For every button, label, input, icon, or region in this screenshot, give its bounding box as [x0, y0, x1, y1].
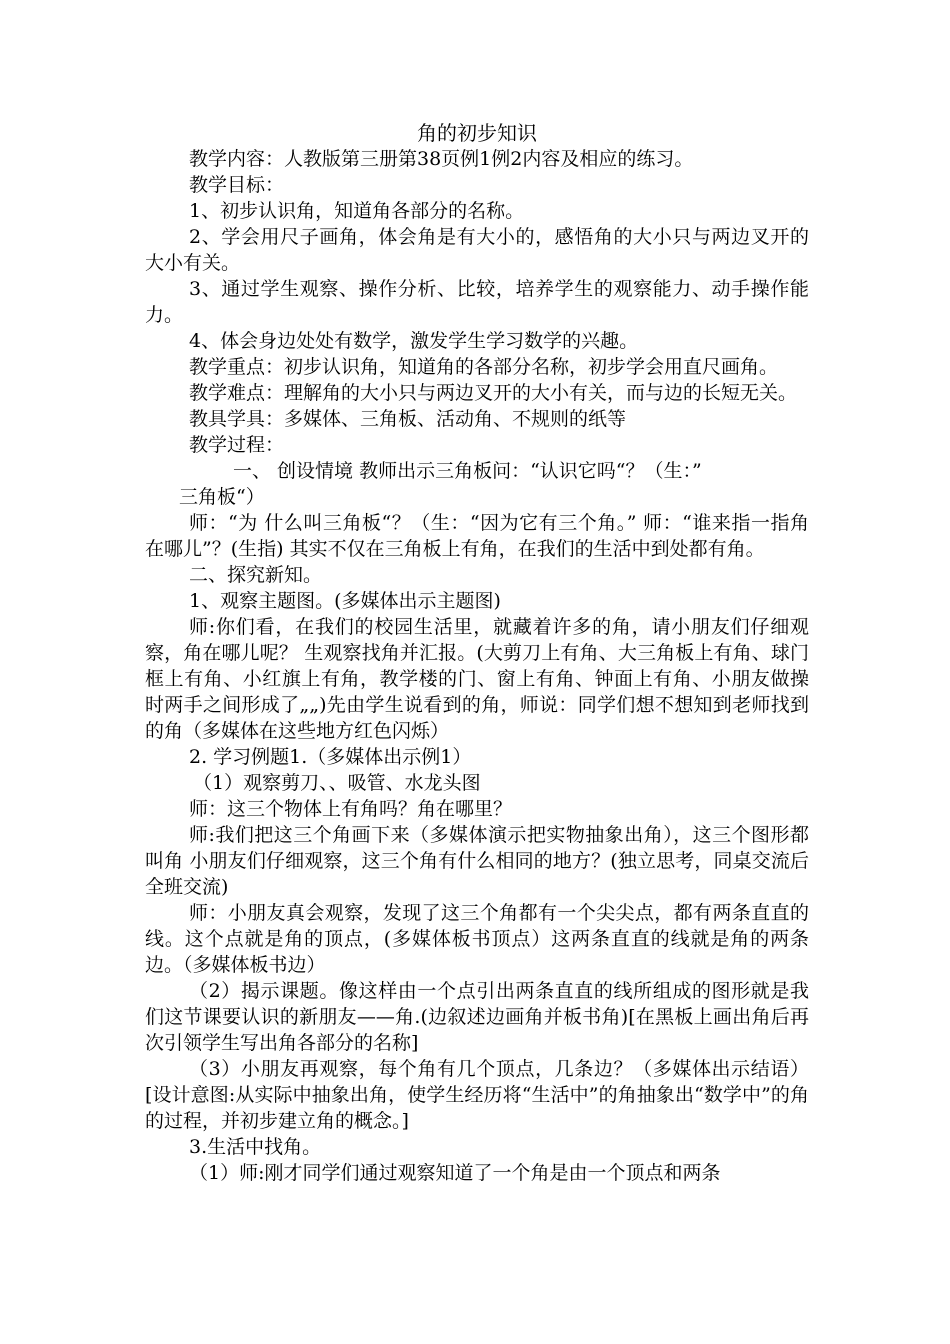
paragraph-objective-3: 3、通过学生观察、操作分析、比较，培养学生的观察能力、动手操作能力。: [145, 278, 809, 326]
paragraph-vertex-sides: 师：小朋友真会观察，发现了这三个角都有一个尖尖点，都有两条直直的线。这个点就是角的顶点，(多媒体板书顶点）这两条直直的线就是角的两条边。（多媒体板书边）: [145, 902, 809, 976]
document-body: [145, 120, 809, 1186]
paragraph-objectives-heading: 教学目标：: [189, 174, 285, 196]
paragraph-example-1: 2. 学习例题1.（多媒体出示例1）: [189, 746, 472, 768]
paragraph-objective-1: 1、初步认识角，知道角各部分的名称。: [189, 200, 525, 222]
paragraph-teacher-summary: （1）师:刚才同学们通过观察知道了一个角是由一个顶点和两条: [189, 1162, 721, 1184]
paragraph-key-points: 教学重点：初步认识角，知道角的各部分名称，初步学会用直尺画角。: [189, 356, 779, 378]
paragraph-content: 教学内容：人教版第三册第38页例1例2内容及相应的练习。: [189, 148, 694, 170]
paragraph-observe-objects: （1）观察剪刀、、吸管、水龙头图: [193, 772, 481, 794]
paragraph-reveal-topic: （2）揭示课题。像这样由一个点引出两条直直的线所组成的图形就是我们这节课要认识的新朋友——角.(边叙述边画角并板书角)[在黑板上画出角后再次引领学生写出角各部分的名称]: [145, 980, 809, 1054]
paragraph-dialogue-triangle: 师：“为 什么叫三角板“？（生：“因为它有三个角。” 师：“谁来指一指角在哪儿”？(生指) 其实不仅在三角板上有角，在我们的生活中到处都有角。: [145, 512, 809, 560]
section-one-line-2: 三角板“）: [179, 486, 265, 508]
paragraph-difficulties: 教学难点：理解角的大小只与两边叉开的大小有关，而与边的长短无关。: [189, 382, 798, 404]
paragraph-campus-angles: 师:你们看，在我们的校园生活里，就藏着许多的角，请小朋友们仔细观察，角在哪儿呢？ 生观察找角并汇报。(大剪刀上有角、大三角板上有角、球门框上有角、小红旗上有角，教学楼的门、窗上有角、钟面上有角、小朋友做操时两手之间形成了„„)先由学生说看到的角，师说：同学们想不想知到老师找到的角（多媒体在这些地方红色闪烁）: [145, 616, 809, 742]
paragraph-process-heading: 教学过程：: [189, 434, 285, 456]
paragraph-objective-4: 4、体会身边处处有数学，激发学生学习数学的兴趣。: [189, 330, 639, 352]
paragraph-objective-2: 2、学会用尺子画角，体会角是有大小的，感悟角的大小只与两边叉开的大小有关。: [145, 226, 809, 274]
paragraph-observe-theme: 1、观察主题图。(多媒体出示主题图): [189, 590, 501, 612]
paragraph-teaching-aids: 教具学具：多媒体、三角板、活动角、不规则的纸等: [189, 408, 627, 430]
paragraph-question-angles: 师：这三个物体上有角吗？角在哪里？: [189, 798, 513, 820]
paragraph-find-angles-life: 3.生活中找角。: [189, 1136, 322, 1158]
paragraph-observe-again: （3）小朋友再观察，每个角有几个顶点，几条边？（多媒体出示结语）[设计意图:从实际中抽象出角，使学生经历将“生活中”的角抽象出“数学中”的角的过程，并初步建立角的概念。]: [145, 1058, 809, 1132]
paragraph-section-one: [145, 458, 809, 510]
document-title: 角的初步知识: [417, 121, 537, 145]
paragraph-draw-angles: 师:我们把这三个角画下来（多媒体演示把实物抽象出角），这三个图形都叫角 小朋友们仔细观察，这三个角有什么相同的地方？(独立思考，同桌交流后全班交流): [145, 824, 809, 898]
section-one-line-1: 一、 创设情境 教师出示三角板问：“认识它吗“？（生：”: [233, 460, 702, 482]
paragraph-section-two: 二、探究新知。: [189, 564, 323, 586]
